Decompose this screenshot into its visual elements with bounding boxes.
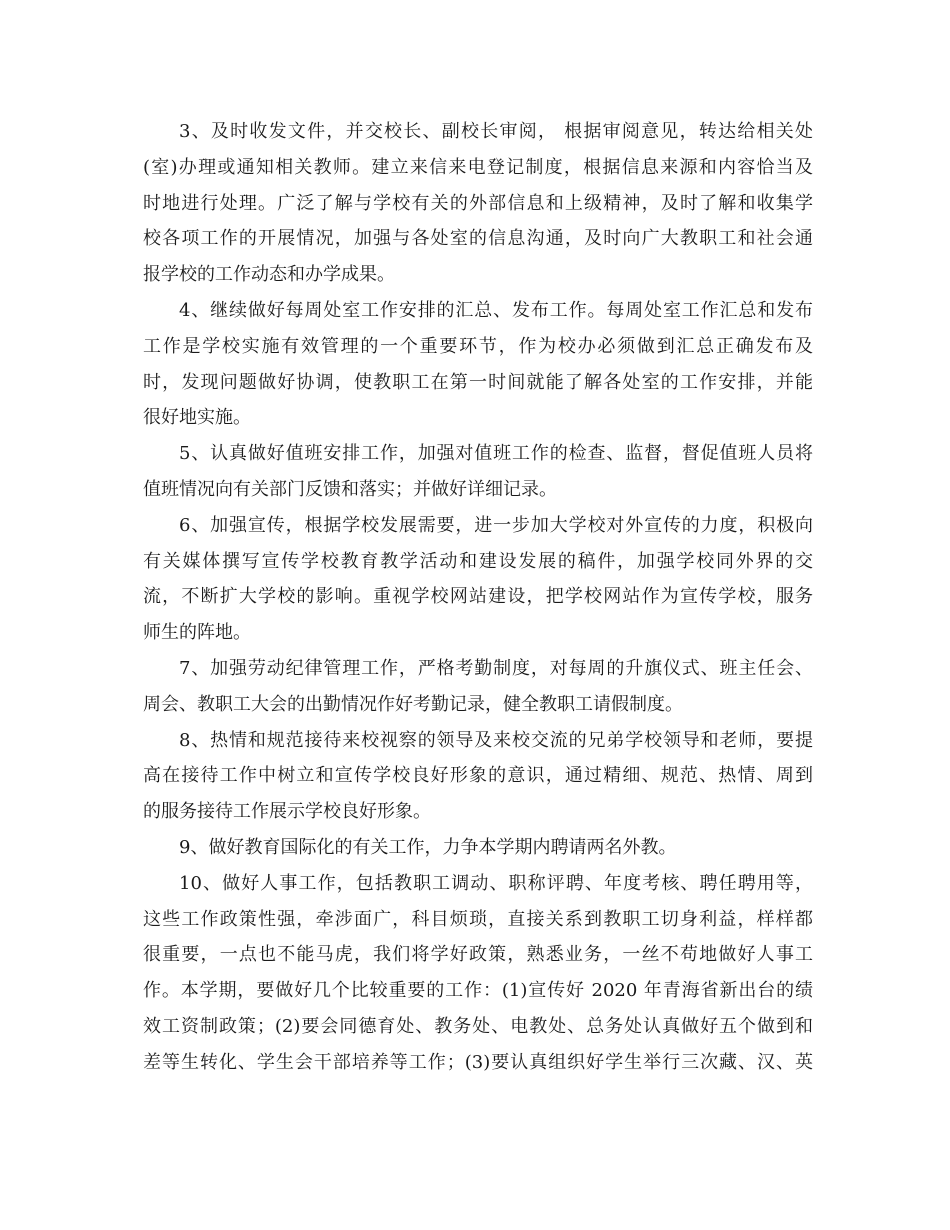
paragraph-item-3 <box>143 114 813 293</box>
paragraph-line: 8、热情和规范接待来校视察的领导及来校交流的兄弟学校领导和老师，要提 <box>179 729 813 751</box>
paragraph-item-6 <box>143 508 813 651</box>
paragraph-line: 流，不断扩大学校的影响。重视学校网站建设，把学校网站作为宣传学校，服务 <box>143 586 813 608</box>
paragraph-line: 5、认真做好值班安排工作，加强对值班工作的检查、监督，督促值班人员将 <box>179 443 813 465</box>
paragraph-line: 10、做好人事工作，包括教职工调动、职称评聘、年度考核、聘任聘用等， <box>179 872 813 894</box>
paragraph-line: 时，发现问题做好协调，使教职工在第一时间就能了解各处室的工作安排，并能 <box>143 371 813 393</box>
paragraph-line: 差等生转化、学生会干部培养等工作；(3)要认真组织好学生举行三次藏、汉、英 <box>143 1051 813 1073</box>
paragraph-line: 9、做好教育国际化的有关工作，力争本学期内聘请两名外教。 <box>179 836 677 858</box>
paragraph-line: 7、加强劳动纪律管理工作，严格考勤制度，对每周的升旗仪式、班主任会、 <box>179 657 813 679</box>
paragraph-line: (室)办理或通知相关教师。建立来信来电登记制度，根据信息来源和内容恰当及 <box>143 156 813 178</box>
paragraph-line: 师生的阵地。 <box>143 622 251 644</box>
paragraph-line: 周会、教职工大会的出勤情况作好考勤记录，健全教职工请假制度。 <box>143 693 683 715</box>
paragraph-line: 的服务接待工作展示学校良好形象。 <box>143 801 431 823</box>
paragraph-line: 4、继续做好每周处室工作安排的汇总、发布工作。每周处室工作汇总和发布 <box>179 299 813 321</box>
paragraph-item-9 <box>143 830 813 866</box>
paragraph-item-4 <box>143 293 813 436</box>
paragraph-line: 作。本学期，要做好几个比较重要的工作：(1)宣传好 2020 年青海省新出台的绩 <box>143 980 813 1002</box>
paragraph-line: 效工资制政策；(2)要会同德育处、教务处、电教处、总务处认真做好五个做到和 <box>143 1015 813 1037</box>
paragraph-line: 很重要，一点也不能马虎，我们将学好政策，熟悉业务，一丝不苟地做好人事工 <box>143 944 813 966</box>
paragraph-line: 校各项工作的开展情况，加强与各处室的信息沟通，及时向广大教职工和社会通 <box>143 228 813 250</box>
paragraph-item-5 <box>143 436 813 508</box>
paragraph-line: 很好地实施。 <box>143 407 251 429</box>
paragraph-line: 高在接待工作中树立和宣传学校良好形象的意识，通过精细、规范、热情、周到 <box>143 765 813 787</box>
paragraph-line: 报学校的工作动态和办学成果。 <box>143 264 395 286</box>
paragraph-line: 6、加强宣传，根据学校发展需要，进一步加大学校对外宣传的力度，积极向 <box>179 514 813 536</box>
document-body <box>143 114 813 1081</box>
paragraph-item-7 <box>143 651 813 723</box>
paragraph-line: 3、及时收发文件，并交校长、副校长审阅， 根据审阅意见，转达给相关处 <box>179 121 813 142</box>
paragraph-item-8 <box>143 723 813 830</box>
paragraph-item-10 <box>143 866 813 1081</box>
paragraph-line: 这些工作政策性强，牵涉面广，科目烦琐，直接关系到教职工切身利益，样样都 <box>143 908 813 930</box>
paragraph-line: 工作是学校实施有效管理的一个重要环节，作为校办必须做到汇总正确发布及 <box>143 335 813 357</box>
paragraph-line: 值班情况向有关部门反馈和落实；并做好详细记录。 <box>143 478 557 500</box>
paragraph-line: 有关媒体撰写宣传学校教育教学活动和建设发展的稿件，加强学校同外界的交 <box>143 550 813 572</box>
paragraph-line: 时地进行处理。广泛了解与学校有关的外部信息和上级精神，及时了解和收集学 <box>143 192 813 214</box>
